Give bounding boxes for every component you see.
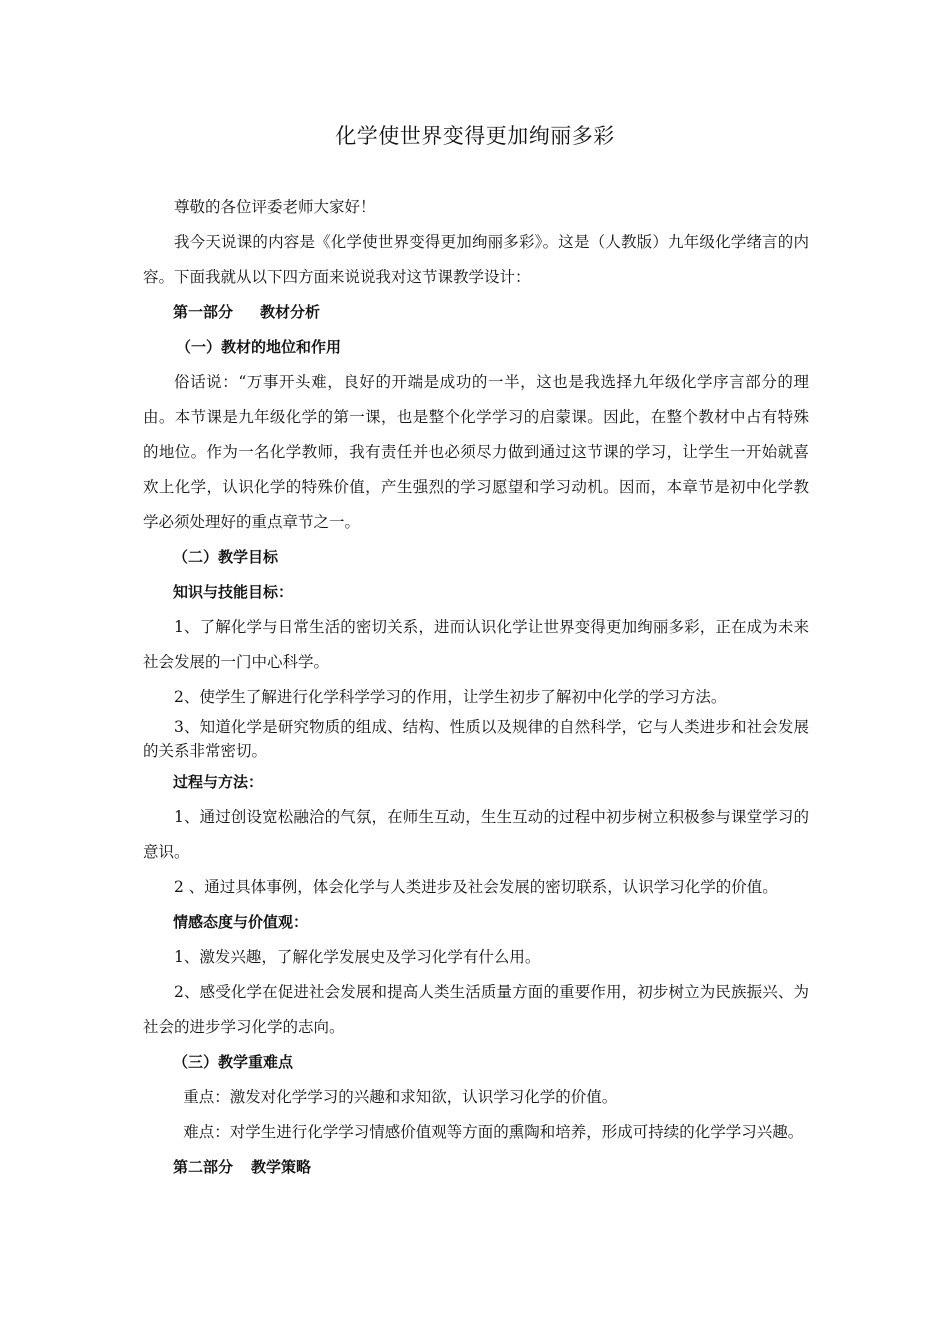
part1-label: 第一部分 (173, 303, 234, 321)
difficult-point: 难点：对学生进行化学学习情感价值观等方面的熏陶和培养，形成可持续的化学学习兴趣。 (183, 1123, 804, 1141)
process-item: 1、通过创设宽松融洽的气氛，在师生互动，生生互动的过程中初步树立积极参与课堂学习的意识。 (143, 808, 809, 861)
part2-heading (143, 1150, 809, 1185)
section2-heading: （二）教学目标 (173, 548, 279, 566)
section1-paragraph: 俗话说：“万事开头难，良好的开端是成功的一半，这也是我选择九年级化学序言部分的理由。本节课是九年级化学的第一课，也是整个化学学习的启蒙课。因此，在整个教材中占有特殊的地位。作为一名化学教师，我有责任并也必须尽力做到通过这节课的学习，让学生一开始就喜欢上化学，认识化学的特殊价值，产生强烈的学习愿望和学习动机。因而，本章节是初中化学教学必须处理好的重点章节之一。 (143, 373, 809, 531)
section3-heading: （三）教学重难点 (173, 1053, 294, 1071)
greeting: 尊敬的各位评委老师大家好！ (174, 198, 376, 216)
part1-title: 教材分析 (260, 303, 321, 321)
key-point: 重点：激发对化学学习的兴趣和求知欲，认识学习化学的价值。 (183, 1088, 618, 1106)
knowledge-item: 3、知道化学是研究物质的组成、结构、性质以及规律的自然科学，它与人类进步和社会发展的关系非常密切。 (143, 718, 809, 760)
knowledge-item: 1、了解化学与日常生活的密切关系，进而认识化学让世界变得更加绚丽多彩，正在成为未来社会发展的一门中心科学。 (143, 618, 809, 671)
emotion-item: 1、激发兴趣，了解化学发展史及学习化学有什么用。 (174, 948, 541, 966)
emotion-heading: 情感态度与价值观： (173, 913, 309, 931)
knowledge-heading: 知识与技能目标： (173, 583, 294, 601)
part2-label: 第二部分 (173, 1158, 234, 1176)
part2-title: 教学策略 (251, 1158, 312, 1176)
emotion-item: 2、感受化学在促进社会发展和提高人类生活质量方面的重要作用，初步树立为民族振兴、为社会的进步学习化学的志向。 (143, 983, 809, 1036)
process-item: 2 、通过具体事例，体会化学与人类进步及社会发展的密切联系，认识学习化学的价值。 (174, 878, 778, 896)
section1-heading: （一）教材的地位和作用 (176, 338, 342, 356)
knowledge-item: 2、使学生了解进行化学科学学习的作用，让学生初步了解初中化学的学习方法。 (174, 688, 727, 706)
part1-heading (143, 295, 809, 330)
document-body (143, 190, 809, 1185)
document-title: 化学使世界变得更加绚丽多彩 (335, 124, 615, 148)
intro-paragraph: 我今天说课的内容是《化学使世界变得更加绚丽多彩》。这是（人教版）九年级化学绪言的内容。下面我就从以下四方面来说说我对这节课教学设计： (143, 233, 809, 286)
process-heading: 过程与方法： (173, 773, 264, 791)
